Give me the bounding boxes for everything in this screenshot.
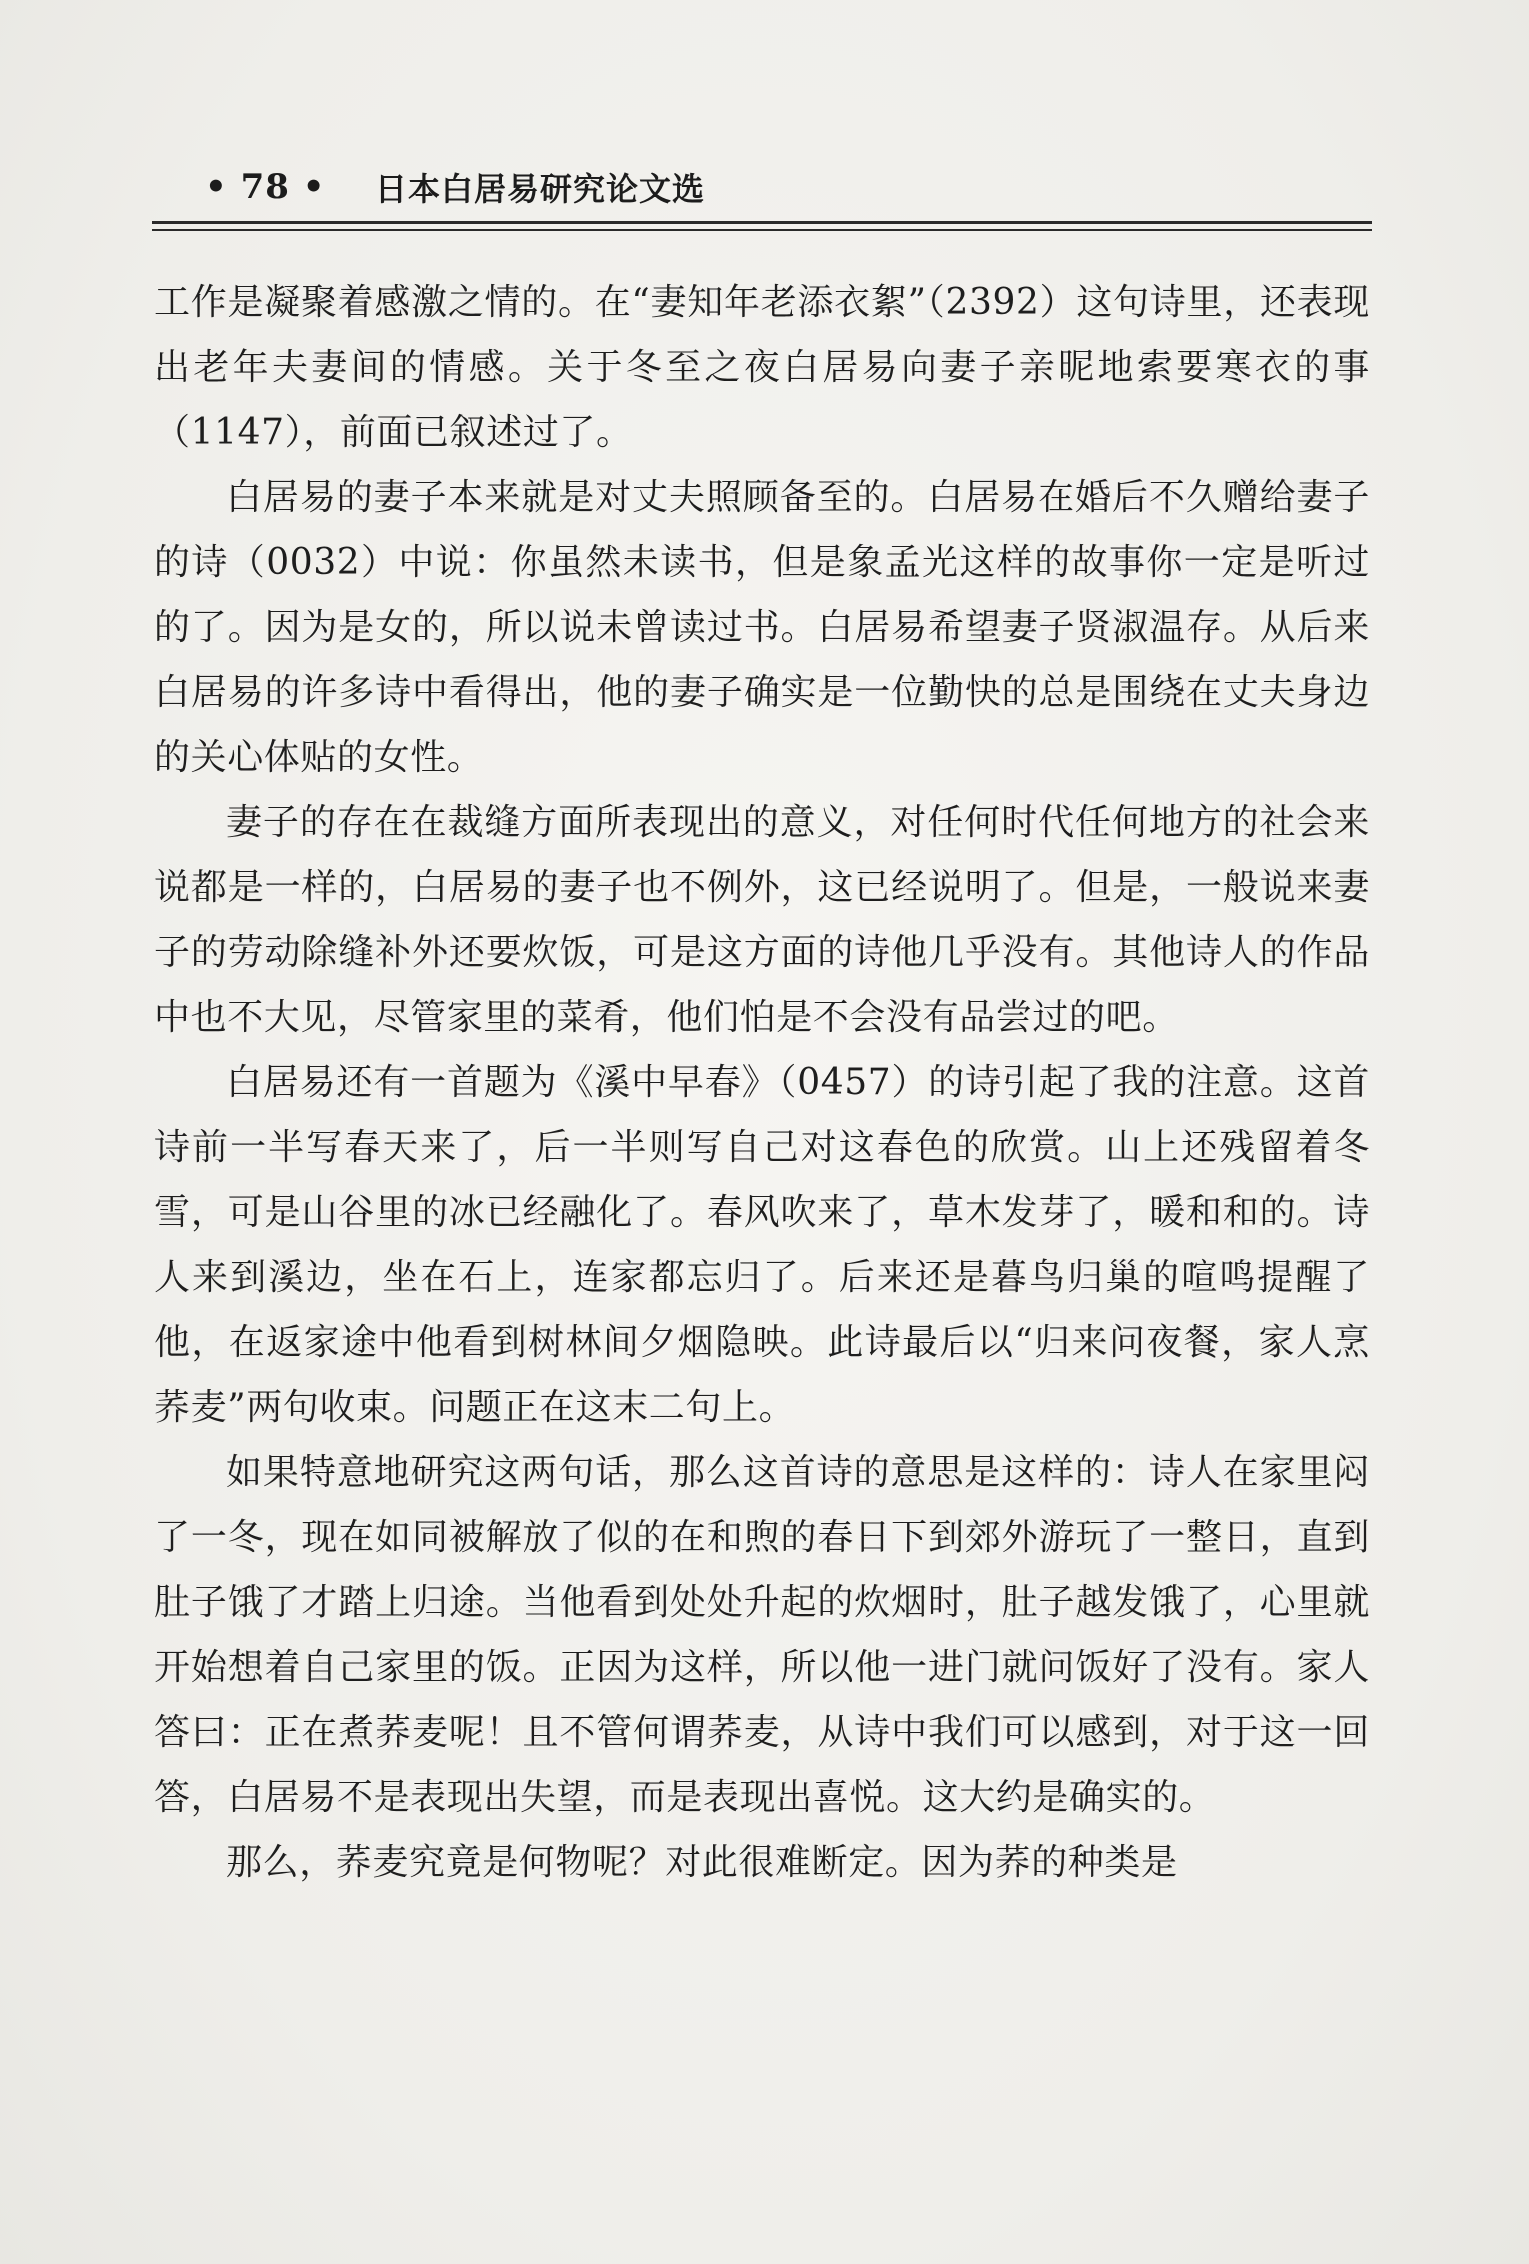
- header-rule-thick: [152, 221, 1372, 224]
- paragraph-1: 工作是凝聚着感激之情的。在“妻知年老添衣絮”（2392）这句诗里，还表现出老年夫妻间的情感。关于冬至之夜白居易向妻子亲昵地索要寒衣的事（1147），前面已叙述过了。: [154, 282, 1370, 453]
- body-text: [154, 270, 1370, 1895]
- paragraph-3: 妻子的存在在裁缝方面所表现出的意义，对任何时代任何地方的社会来说都是一样的，白居易的妻子也不例外，这已经说明了。但是，一般说来妻子的劳动除缝补外还要炊饭，可是这方面的诗他几乎没有。其他诗人的作品中也不大见，尽管家里的菜肴，他们怕是不会没有品尝过的吧。: [154, 802, 1370, 1038]
- paragraph-2: 白居易的妻子本来就是对丈夫照顾备至的。白居易在婚后不久赠给妻子的诗（0032）中说：你虽然未读书，但是象孟光这样的故事你一定是听过的了。因为是女的，所以说未曾读过书。白居易希望妻子贤淑温存。从后来白居易的许多诗中看得出，他的妻子确实是一位勤快的总是围绕在丈夫身边的关心体贴的女性。: [154, 477, 1370, 778]
- paragraph-5: 如果特意地研究这两句话，那么这首诗的意思是这样的：诗人在家里闷了一冬，现在如同被解放了似的在和煦的春日下到郊外游玩了一整日，直到肚子饿了才踏上归途。当他看到处处升起的炊烟时，肚子越发饿了，心里就开始想着自己家里的饭。正因为这样，所以他一进门就问饭好了没有。家人答曰：正在煮荞麦呢！且不管何谓荞麦，从诗中我们可以感到，对于这一回答，白居易不是表现出失望，而是表现出喜悦。这大约是确实的。: [154, 1452, 1370, 1818]
- paragraph-6: 那么，荞麦究竟是何物呢？对此很难断定。因为荞的种类是: [226, 1842, 1178, 1883]
- page-number: • 78 •: [205, 167, 326, 207]
- book-title: 日本白居易研究论文选: [375, 170, 706, 208]
- header-rule-thin: [152, 229, 1372, 231]
- running-header: [205, 162, 705, 212]
- paragraph-4: 白居易还有一首题为《溪中早春》（0457）的诗引起了我的注意。这首诗前一半写春天来了，后一半则写自己对这春色的欣赏。山上还残留着冬雪，可是山谷里的冰已经融化了。春风吹来了，草木发芽了，暖和和的。诗人来到溪边，坐在石上，连家都忘归了。后来还是暮鸟归巢的喧鸣提醒了他，在返家途中他看到树林间夕烟隐映。此诗最后以“归来问夜餐，家人烹荞麦”两句收束。问题正在这末二句上。: [154, 1062, 1370, 1428]
